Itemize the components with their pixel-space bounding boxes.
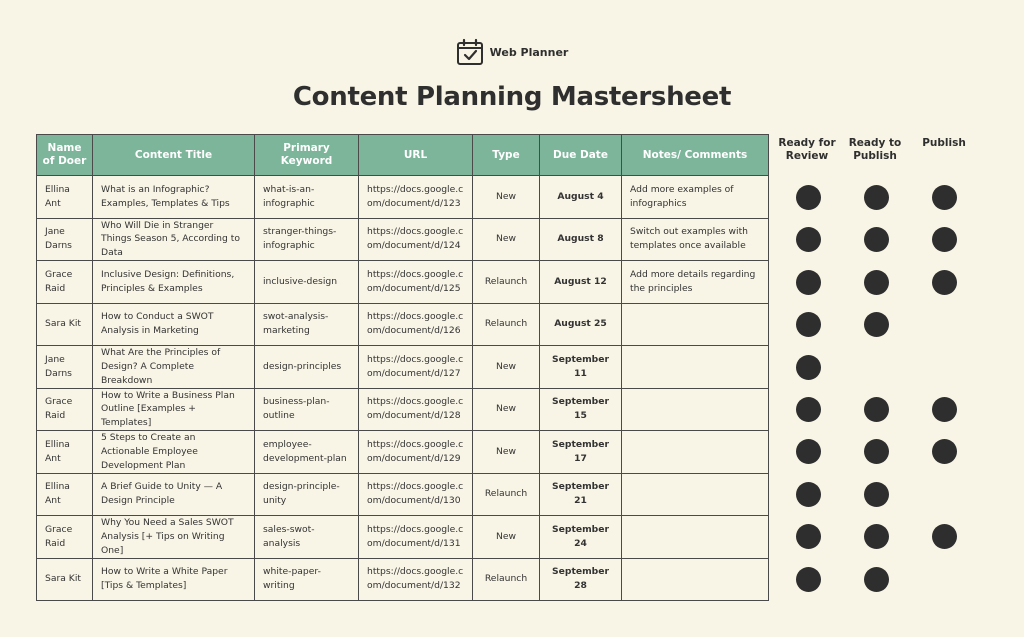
doer-cell: Jane Darns <box>37 346 93 389</box>
content-title-cell: How to Write a Business Plan Outline [Examples + Templates] <box>93 388 255 431</box>
column-header-due-date: Due Date <box>540 135 622 176</box>
url-cell: https://docs.google.com/document/d/131 <box>359 516 473 559</box>
doer-cell: Ellina Ant <box>37 431 93 474</box>
notes-cell <box>622 431 769 474</box>
doer-cell: Grace Raid <box>37 388 93 431</box>
type-cell: New <box>473 516 540 559</box>
column-header-ready-for-review: Ready for Review <box>778 137 836 162</box>
type-cell: Relaunch <box>473 303 540 346</box>
table-row <box>37 516 769 559</box>
brand <box>0 38 1024 66</box>
url-cell: https://docs.google.com/document/d/123 <box>359 176 473 219</box>
notes-cell <box>622 473 769 516</box>
type-cell: New <box>473 176 540 219</box>
table-row <box>37 218 769 261</box>
keyword-cell: inclusive-design <box>255 261 359 304</box>
notes-cell <box>622 516 769 559</box>
doer-cell: Jane Darns <box>37 218 93 261</box>
notes-cell: Add more examples of infographics <box>622 176 769 219</box>
doer-cell: Sara Kit <box>37 558 93 601</box>
column-header-publish: Publish <box>922 137 966 149</box>
url-cell: https://docs.google.com/document/d/126 <box>359 303 473 346</box>
content-title-cell: Inclusive Design: Definitions, Principles & Examples <box>93 261 255 304</box>
publish-dot <box>932 270 957 295</box>
due-date-cell: September 24 <box>540 516 622 559</box>
keyword-cell: swot-analysis-marketing <box>255 303 359 346</box>
content-title-cell: Who Will Die in Stranger Things Season 5, According to Data <box>93 218 255 261</box>
table-row <box>37 303 769 346</box>
doer-cell: Ellina Ant <box>37 176 93 219</box>
due-date-cell: August 8 <box>540 218 622 261</box>
url-cell: https://docs.google.com/document/d/132 <box>359 558 473 601</box>
ready-for-review-dot <box>796 185 821 210</box>
type-cell: New <box>473 388 540 431</box>
table-row <box>37 558 769 601</box>
due-date-cell: August 25 <box>540 303 622 346</box>
table-row <box>37 473 769 516</box>
url-cell: https://docs.google.com/document/d/128 <box>359 388 473 431</box>
due-date-cell: August 4 <box>540 176 622 219</box>
notes-cell: Add more details regarding the principles <box>622 261 769 304</box>
type-cell: New <box>473 346 540 389</box>
column-header-notes: Notes/ Comments <box>622 135 769 176</box>
url-cell: https://docs.google.com/document/d/129 <box>359 431 473 474</box>
column-header-ready-to-publish: Ready to Publish <box>848 137 902 162</box>
doer-cell: Sara Kit <box>37 303 93 346</box>
content-plan-table <box>36 134 769 601</box>
ready-for-review-dot <box>796 270 821 295</box>
ready-to-publish-dot <box>864 270 889 295</box>
table-row <box>37 346 769 389</box>
page-title: Content Planning Mastersheet <box>292 82 732 112</box>
table-row <box>37 176 769 219</box>
ready-for-review-dot <box>796 355 821 380</box>
notes-cell: Switch out examples with templates once available <box>622 218 769 261</box>
keyword-cell: business-plan-outline <box>255 388 359 431</box>
due-date-cell: September 28 <box>540 558 622 601</box>
notes-cell <box>622 303 769 346</box>
content-title-cell: A Brief Guide to Unity — A Design Principle <box>93 473 255 516</box>
due-date-cell: September 15 <box>540 388 622 431</box>
table-row <box>37 388 769 431</box>
keyword-cell: design-principles <box>255 346 359 389</box>
notes-cell <box>622 388 769 431</box>
due-date-cell: September 17 <box>540 431 622 474</box>
ready-to-publish-dot <box>864 185 889 210</box>
ready-for-review-dot <box>796 482 821 507</box>
keyword-cell: employee-development-plan <box>255 431 359 474</box>
table-header-row <box>37 135 769 176</box>
content-title-cell: How to Write a White Paper [Tips & Templates] <box>93 558 255 601</box>
keyword-cell: sales-swot-analysis <box>255 516 359 559</box>
ready-to-publish-dot <box>864 482 889 507</box>
notes-cell <box>622 346 769 389</box>
content-title-cell: How to Conduct a SWOT Analysis in Marketing <box>93 303 255 346</box>
content-title-cell: 5 Steps to Create an Actionable Employee Development Plan <box>93 431 255 474</box>
type-cell: Relaunch <box>473 558 540 601</box>
keyword-cell: design-principle-unity <box>255 473 359 516</box>
column-header-doer: Name of Doer <box>37 135 93 176</box>
doer-cell: Grace Raid <box>37 261 93 304</box>
publish-dot <box>932 524 957 549</box>
type-cell: New <box>473 431 540 474</box>
ready-to-publish-dot <box>864 312 889 337</box>
doer-cell: Grace Raid <box>37 516 93 559</box>
content-title-cell: What Are the Principles of Design? A Complete Breakdown <box>93 346 255 389</box>
content-title-cell: What is an Infographic? Examples, Templates & Tips <box>93 176 255 219</box>
keyword-cell: white-paper-writing <box>255 558 359 601</box>
table-row <box>37 261 769 304</box>
calendar-check-icon <box>456 38 484 66</box>
url-cell: https://docs.google.com/document/d/124 <box>359 218 473 261</box>
column-header-content-title: Content Title <box>93 135 255 176</box>
ready-to-publish-dot <box>864 227 889 252</box>
type-cell: New <box>473 218 540 261</box>
doer-cell: Ellina Ant <box>37 473 93 516</box>
due-date-cell: August 12 <box>540 261 622 304</box>
column-header-type: Type <box>473 135 540 176</box>
url-cell: https://docs.google.com/document/d/125 <box>359 261 473 304</box>
publish-dot <box>932 439 957 464</box>
publish-dot <box>932 185 957 210</box>
due-date-cell: September 11 <box>540 346 622 389</box>
ready-for-review-dot <box>796 312 821 337</box>
notes-cell <box>622 558 769 601</box>
type-cell: Relaunch <box>473 473 540 516</box>
url-cell: https://docs.google.com/document/d/130 <box>359 473 473 516</box>
ready-to-publish-dot <box>864 567 889 592</box>
content-title-cell: Why You Need a Sales SWOT Analysis [+ Tips on Writing One] <box>93 516 255 559</box>
ready-for-review-dot <box>796 567 821 592</box>
keyword-cell: what-is-an-infographic <box>255 176 359 219</box>
column-header-primary-keyword: Primary Keyword <box>255 135 359 176</box>
publish-dot <box>932 397 957 422</box>
url-cell: https://docs.google.com/document/d/127 <box>359 346 473 389</box>
ready-for-review-dot <box>796 227 821 252</box>
due-date-cell: September 21 <box>540 473 622 516</box>
keyword-cell: stranger-things-infographic <box>255 218 359 261</box>
publish-dot <box>932 227 957 252</box>
table-row <box>37 431 769 474</box>
ready-to-publish-dot <box>864 439 889 464</box>
type-cell: Relaunch <box>473 261 540 304</box>
brand-name: Web Planner <box>489 45 569 59</box>
ready-for-review-dot <box>796 524 821 549</box>
column-header-url: URL <box>359 135 473 176</box>
ready-to-publish-dot <box>864 524 889 549</box>
ready-for-review-dot <box>796 439 821 464</box>
ready-for-review-dot <box>796 397 821 422</box>
ready-to-publish-dot <box>864 397 889 422</box>
